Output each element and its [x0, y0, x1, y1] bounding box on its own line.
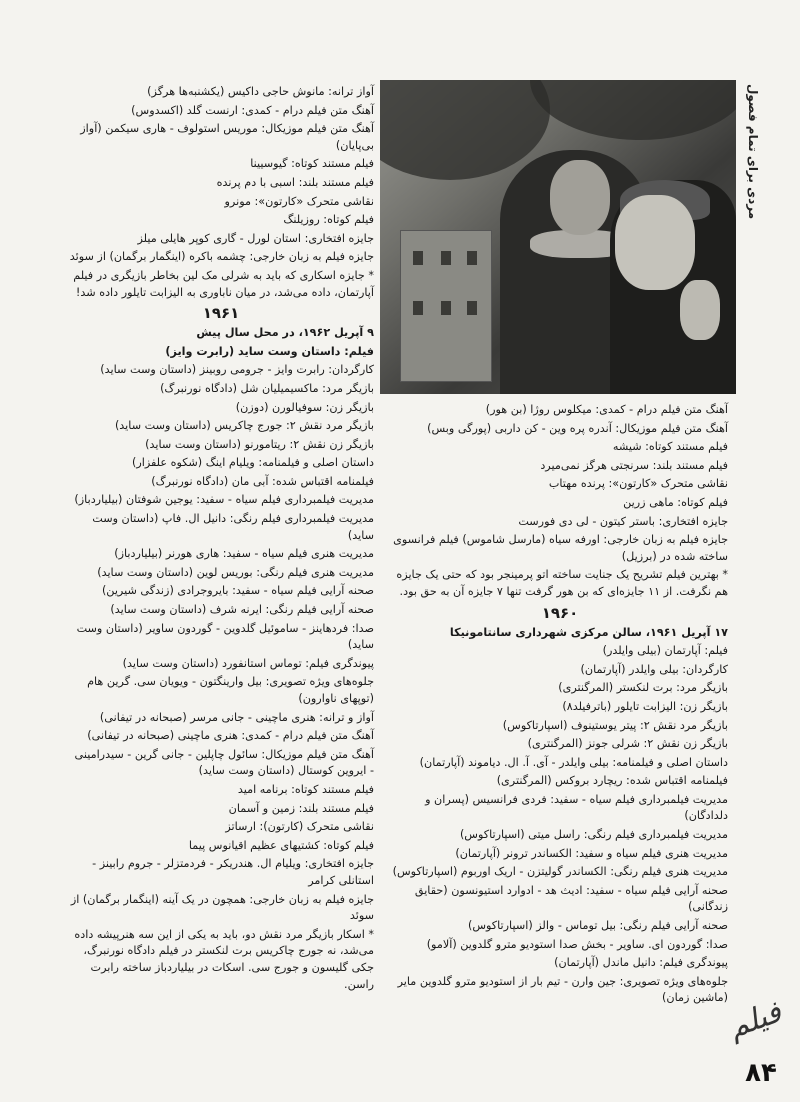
text-line: مدیریت فیلمبرداری فیلم سیاه - سفید: یوجین شوفتان (بیلیاردباز)	[74, 493, 374, 507]
text-line: مدیریت هنری فیلم سیاه - سفید: هاری هورنر (بیلیاردباز)	[114, 547, 374, 561]
ceremony-line: ۱۷ آپریل ۱۹۶۱، سالن مرکزی شهرداری سانتامونیکا	[449, 625, 728, 639]
page-number: ۸۴	[745, 1058, 777, 1088]
text-line: مدیریت فیلمبرداری فیلم رنگی: دانیل ال. فاپ (داستان وست ساید)	[92, 512, 374, 542]
film-still-photo	[380, 80, 736, 394]
text-line: بازیگر مرد: ماکسیمیلیان شل (دادگاه نورنبرگ)	[160, 381, 374, 395]
left-column	[68, 84, 374, 995]
text-line: صحنه آرایی فیلم رنگی: ایرنه شرف (داستان وست ساید)	[110, 603, 374, 617]
text-line: آهنگ متن فیلم موزیکال: آندره پره وین - کن داربی (پورگی وبس)	[427, 421, 728, 435]
text-line: جلوه‌های ویژه تصویری: جین وارن - تیم بار از استودیو مترو گلدوین مایر (ماشین زمان)	[397, 974, 728, 1005]
text-line: بازیگر زن: الیزابت تایلور (باترفیلد۸)	[562, 699, 728, 713]
note-paragraph: * جایزه اسکاری که باید به شرلی مک لین بخاطر بازیگری در فیلم آپارتمان، داده می‌شد، در میان ناباوری به الیزابت تایلور داده شد!	[73, 268, 374, 299]
text-line: فیلمنامه اقتباس شده: ریچارد بروکس (المرگنتری)	[496, 774, 728, 788]
running-title: مردی برای تمام فصول	[746, 84, 760, 220]
text-line: بازیگر زن نقش ۲: ریتامورنو (داستان وست ساید)	[145, 437, 374, 451]
note-paragraph: * اسکار بازیگر مرد نقش دو، باید به یکی از این سه هنرپیشه داده می‌شد، نه جورج چاکریس برت لنکستر در فیلم دادگاه نورنبرگ، جکی گلیسون و جورج سی. اسکات در بیلیاردباز ساخته رابرت راسن.	[74, 927, 374, 991]
text-line: آواز و ترانه: هنری ماچینی - جانی مرسر (صبحانه در تیفانی)	[99, 710, 374, 724]
text-line: فیلم مستند بلند: اسبی با دم پرنده	[216, 175, 374, 189]
text-line: مدیریت هنری فیلم سیاه و سفید: الکساندر ترونر (آپارتمان)	[455, 846, 728, 860]
right-column	[392, 402, 728, 1009]
text-line: صدا: فردهاینز - ساموئیل گلدوین - گوردون ساویر (داستان وست ساید)	[76, 621, 374, 652]
text-line: نقاشی متحرک (کارتون): ارساتز	[225, 820, 374, 834]
text-line: نقاشی متحرک «کارتون»: پرنده مهتاب	[548, 477, 728, 491]
text-line: آهنگ متن فیلم درام - کمدی: ارنست گلد (اکسدوس)	[131, 103, 374, 117]
text-line: بازیگر مرد نقش ۲: پیتر یوستینوف (اسپارتاکوس)	[502, 718, 728, 732]
magazine-logo: فیلم	[724, 994, 787, 1046]
text-line: صحنه آرایی فیلم سیاه - سفید: ادیث هد - ادوارد استیونسون (حقایق زندگانی)	[414, 883, 728, 914]
text-line: جایزه فیلم به زبان خارجی: چشمه باکره (اینگمار برگمان) از سوئد	[69, 250, 374, 264]
actor-left-face	[550, 160, 610, 235]
text-line: جایزه فیلم به زبان خارجی: اورفه سیاه (مارسل شاموس) فیلم فرانسوی ساخته شده در (برزیل)	[393, 533, 728, 563]
text-line: جایزه افتخاری: باستر کیتون - لی دی فورست	[518, 514, 728, 528]
text-line: کارگردان: رابرت وایز - جرومی روبینز (داستان وست ساید)	[100, 363, 374, 377]
text-line: نقاشی متحرک «کارتون»: مونرو	[224, 194, 374, 208]
text-line: صحنه آرایی فیلم رنگی: بیل توماس - والز (اسپارتاکوس)	[468, 919, 728, 933]
text-line: آهنگ متن فیلم موزیکال: سائول چاپلین - جانی گرین - سیدرامینی - ایروین کوستال (داستان وست ساید)	[74, 747, 374, 778]
actor-right-face	[615, 195, 695, 290]
text-line: بازیگر مرد نقش ۲: جورج چاکریس (داستان وست ساید)	[114, 419, 374, 433]
text-line: فیلم کوتاه: ماهی زرین	[623, 495, 728, 509]
text-line: فیلم مستند بلند: زمین و آسمان	[228, 801, 374, 815]
text-line: فیلم مستند کوتاه: شیشه	[612, 440, 728, 454]
text-line: بازیگر زن نقش ۲: شرلی جونز (المرگنتری)	[527, 737, 728, 751]
year-heading: ۱۹۶۱	[202, 304, 240, 323]
building-background	[400, 230, 492, 382]
text-line: آواز ترانه: مانوش حاجی داکیس (یکشنبه‌ها هرگز)	[147, 85, 374, 98]
text-line: پیوندگری فیلم: توماس استانفورد (داستان وست ساید)	[122, 656, 374, 670]
text-line: جایزه فیلم به زبان خارجی: همچون در یک آینه (اینگمار برگمان) از سوئد	[70, 892, 374, 923]
text-line: داستان اصلی و فیلمنامه: بیلی وایلدر - آی. آ. ال. دیاموند (آپارتمان)	[419, 755, 728, 769]
text-line: فیلم مستند کوتاه: برنامه امید	[237, 782, 374, 796]
text-line: جلوه‌های ویژه تصویری: بیل وارینگتون - ویویان سی. گرین هام (توپهای ناوارون)	[87, 675, 374, 705]
note-paragraph: * بهترین فیلم تشریح یک جنایت ساخته اتو پرمینجر بود که حتی یک جایزه هم نگرفت. از ۱۱ جایزه‌ای که بن هور گرفت تنها ۷ جایزه آن به حق بود.	[396, 568, 728, 598]
text-line: جایزه افتخاری: ویلیام ال. هندریکر - فردمتزلر - جروم رابینز - استانلی کرامر	[92, 857, 374, 887]
text-line: آهنگ متن فیلم درام - کمدی: هنری ماچینی (صبحانه در تیفانی)	[87, 729, 374, 743]
text-line: صحنه آرایی فیلم سیاه - سفید: بایروجرادی (زندگی شیرین)	[101, 584, 374, 598]
text-line: مدیریت هنری فیلم رنگی: الکساندر گولیتزن - اریک اوربوم (اسپارتاکوس)	[392, 865, 728, 879]
text-line: بازیگر زن: سوفیالورن (دوزن)	[235, 400, 374, 414]
text-line: پیوندگری فیلم: دانیل ماندل (آپارتمان)	[554, 956, 728, 970]
text-line: مدیریت هنری فیلم رنگی: بوریس لوین (داستان وست ساید)	[97, 565, 374, 579]
text-line: فیلمنامه اقتباس شده: آبی مان (دادگاه نورنبرگ)	[151, 474, 374, 488]
text-line: فیلم کوتاه: روزیلنگ	[283, 213, 374, 227]
text-line: فیلم مستند بلند: سرنجتی هرگز نمی‌میرد	[540, 458, 728, 472]
text-line: جایزه افتخاری: استان لورل - گاری کوپر هایلی میلز	[137, 231, 374, 245]
best-film-line: فیلم: داستان وست ساید (رابرت وایز)	[165, 344, 374, 358]
text-line: صدا: گوردون ای. ساویر - بخش صدا استودیو مترو گلدوین (آلامو)	[426, 937, 728, 951]
best-film-line: فیلم: آپارتمان (بیلی وایلدر)	[602, 644, 728, 658]
text-line: بازیگر مرد: برت لنکستر (المرگنتری)	[558, 681, 728, 695]
text-line: مدیریت فیلمبرداری فیلم سیاه - سفید: فردی فرانسیس (پسران و دلدادگان)	[425, 792, 728, 823]
text-line: آهنگ متن فیلم موزیکال: موریس استولوف - هاری سیکمن (آواز بی‌پایان)	[80, 122, 374, 152]
text-line: آهنگ متن فیلم درام - کمدی: میکلوس روژا (بن هور)	[485, 403, 728, 416]
text-line: کارگردان: بیلی وایلدر (آپارتمان)	[580, 662, 728, 676]
text-line: مدیریت فیلمبرداری فیلم رنگی: راسل میتی (اسپارتاکوس)	[459, 828, 728, 842]
text-line: فیلم مستند کوتاه: گیوسیینا	[250, 157, 374, 171]
year-heading: ۱۹۶۰	[541, 603, 579, 622]
text-line: فیلم کوتاه: کشتیهای عظیم اقیانوس پیما	[188, 838, 374, 852]
ceremony-line: ۹ آپریل ۱۹۶۲، در محل سال پیش	[196, 326, 374, 340]
text-line: داستان اصلی و فیلمنامه: ویلیام اینگ (شکوه علفزار)	[131, 456, 374, 470]
